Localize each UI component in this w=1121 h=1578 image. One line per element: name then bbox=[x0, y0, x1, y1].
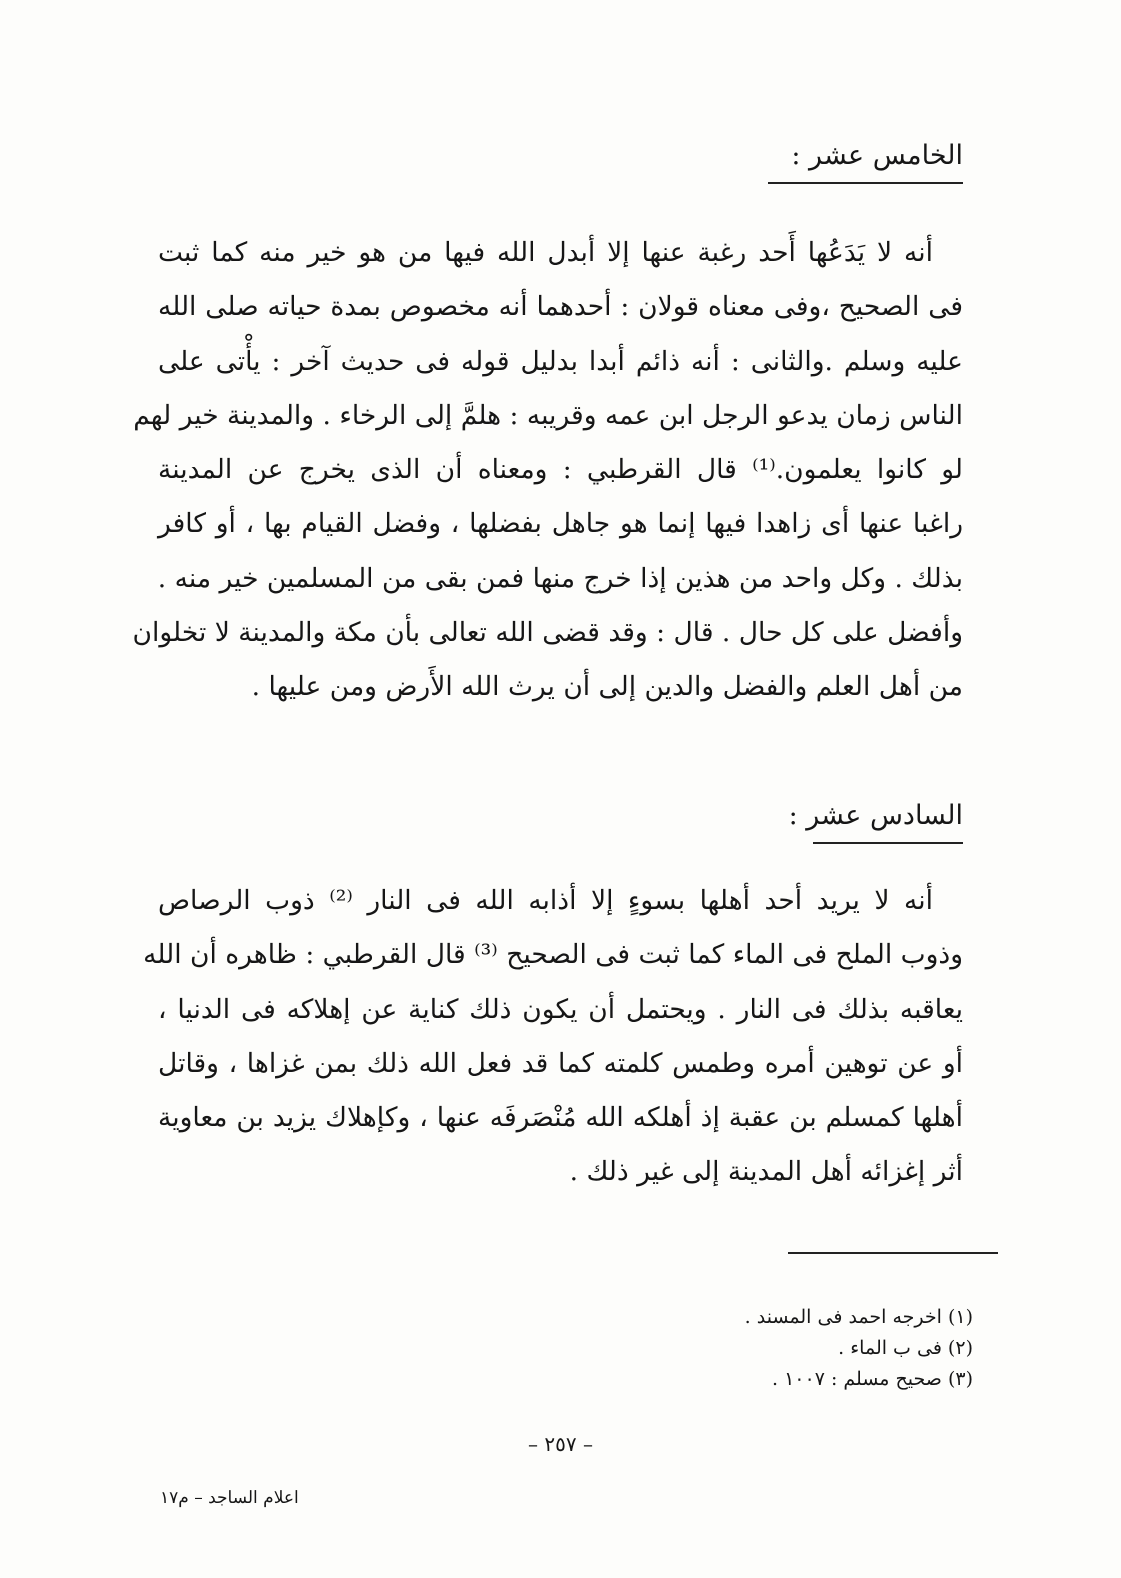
footnote-item: (١) اخرجه احمد فى المسند . bbox=[744, 1306, 973, 1328]
footnote-divider bbox=[788, 1252, 998, 1254]
page-number: – ٢٥٧ – bbox=[528, 1432, 593, 1456]
text-line: أو عن توهين أمره وطمس كلمته كما قد فعل الله ذلك بمن غزاها ، وقاتل bbox=[158, 1047, 963, 1079]
text-line: أنه لا يَدَعُها أَحد رغبة عنها إلا أبدل الله فيها من هو خير منه كما ثبت bbox=[158, 237, 933, 268]
section-heading-fifteenth: الخامس عشر : bbox=[768, 136, 963, 184]
text-line: وأفضل على كل حال . قال : وقد قضى الله تعالى بأن مكة والمدينة لا تخلوان bbox=[132, 617, 963, 649]
section-heading-sixteenth: السادس عشر : bbox=[813, 796, 963, 844]
paragraph-sixteenth bbox=[143, 874, 963, 1200]
text-line: راغبا عنها أى زاهدا فيها إنما هو جاهل بفضلها ، وفضل القيام بها ، أو كافر bbox=[158, 508, 963, 540]
text-line: عليه وسلم .والثانى : أنه ذائم أبدا بدليل قوله فى حديث آخر : يأْتى على bbox=[158, 345, 963, 377]
footnote-item: (٣) صحيح مسلم : ١٠٠٧ . bbox=[772, 1368, 973, 1390]
text-line: فى الصحيح ،وفى معناه قولان : أحدهما أنه مخصوص بمدة حياته صلى الله bbox=[158, 291, 963, 323]
footnotes bbox=[745, 1302, 973, 1395]
text-line: وذوب الملح فى الماء كما ثبت فى الصحيح ⁽³⁾ قال القرطبي : ظاهره أن الله bbox=[143, 939, 963, 971]
running-footer: اعلام الساجد – م١٧ bbox=[160, 1488, 299, 1508]
text-line: أنه لا يريد أحد أهلها بسوءٍ إلا أذابه الله فى النار ⁽²⁾ ذوب الرصاص bbox=[158, 885, 933, 916]
text-line: يعاقبه بذلك فى النار . ويحتمل أن يكون ذلك كناية عن إهلاكه فى الدنيا ، bbox=[158, 993, 963, 1025]
text-line: من أهل العلم والفضل والدين إلى أن يرث الله الأَرض ومن عليها . bbox=[251, 671, 963, 703]
text-line: لو كانوا يعلمون.⁽¹⁾ قال القرطبي : ومعناه أن الذى يخرج عن المدينة bbox=[158, 454, 963, 486]
text-line: الناس زمان يدعو الرجل ابن عمه وقريبه : هلمَّ إلى الرخاء . والمدينة خير لهم bbox=[133, 399, 963, 431]
text-line: أثر إغزائه أهل المدينة إلى غير ذلك . bbox=[569, 1156, 963, 1188]
paragraph-fifteenth bbox=[132, 226, 963, 715]
text-line: أهلها كمسلم بن عقبة إذ أهلكه الله مُنْصَرفَه عنها ، وكإهلاك يزيد بن معاوية bbox=[158, 1102, 963, 1134]
footnote-item: (٢) فى ب الماء . bbox=[838, 1337, 973, 1359]
text-line: بذلك . وكل واحد من هذين إذا خرج منها فمن بقى من المسلمين خير منه . bbox=[157, 562, 963, 594]
